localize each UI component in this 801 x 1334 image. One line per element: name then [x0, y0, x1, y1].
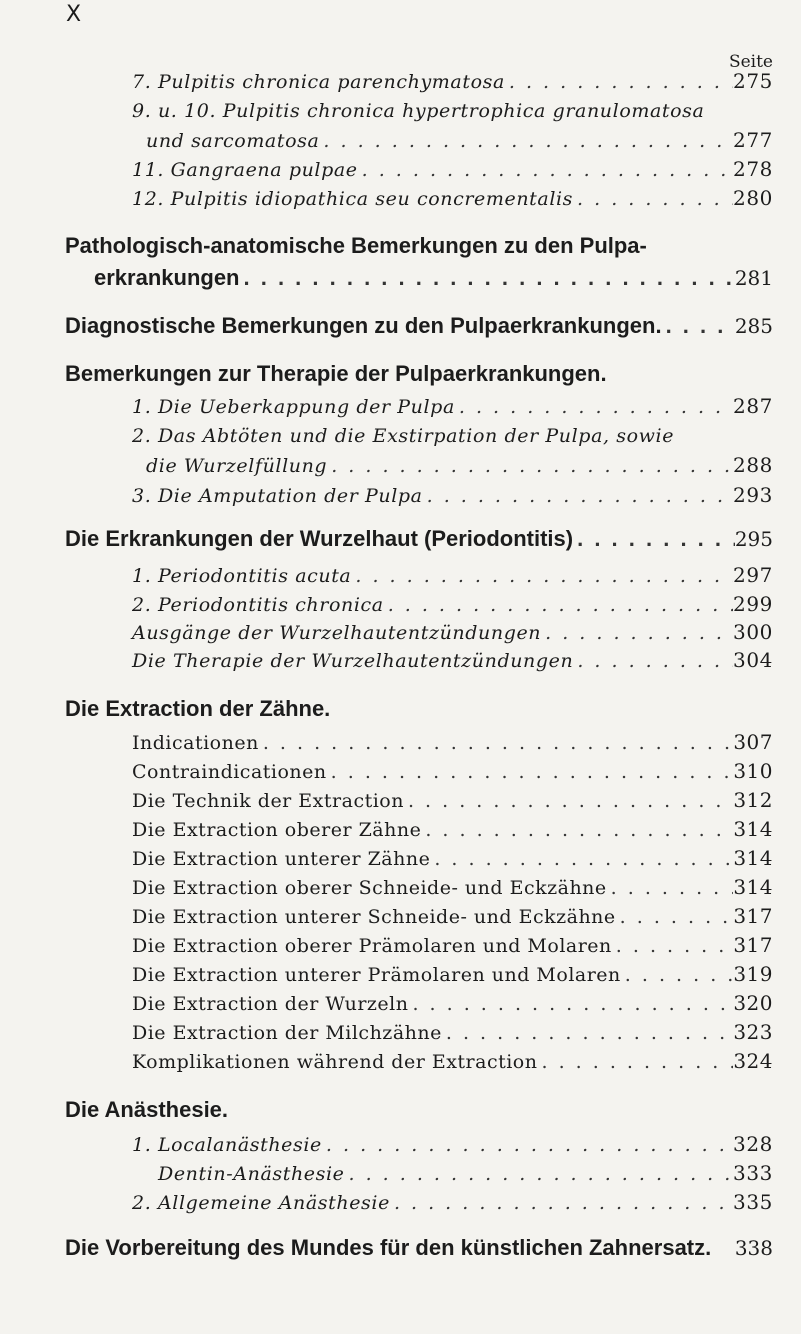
dot-leader [362, 156, 733, 184]
toc-entry [65, 525, 773, 553]
entry-title: 2. Allgemeine Anästhesie [132, 1192, 390, 1214]
dot-leader [331, 758, 734, 786]
entry-title: Die Anästhesie. [65, 1097, 229, 1122]
dot-leader [388, 591, 733, 619]
dot-leader [545, 619, 733, 647]
entry-title: Die Extraction unterer Schneide- und Eckzähne [132, 906, 616, 928]
entry-page: 317 [733, 933, 773, 957]
entry-page: 288 [733, 453, 773, 477]
entry-page: 312 [733, 788, 773, 812]
entry-title: Die Extraction der Wurzeln [132, 993, 409, 1015]
entry-page: 295 [734, 527, 773, 551]
dot-leader [446, 1019, 733, 1047]
dot-leader [509, 68, 733, 96]
toc-entry [158, 1159, 773, 1187]
entry-page: 333 [733, 1161, 773, 1185]
toc-entry [132, 873, 773, 901]
entry-title: Die Extraction unterer Prämolaren und Molaren [132, 964, 621, 986]
toc-entry [132, 1047, 773, 1075]
entry-title: 1. Die Ueberkappung der Pulpa [132, 396, 455, 418]
entry-title: 9. u. 10. Pulpitis chronica hypertrophica granulomatosa [132, 100, 705, 122]
entry-title: Komplikationen während der Extraction [132, 1051, 538, 1073]
entry-title: Die Extraction oberer Schneide- und Eckzähne [132, 877, 607, 899]
entry-title: Die Technik der Extraction [132, 790, 404, 812]
entry-title: 2. Das Abtöten und die Exstirpation der Pulpa, sowie [132, 425, 675, 447]
dot-leader [666, 312, 735, 340]
dot-leader [577, 185, 733, 213]
entry-page: 314 [733, 817, 773, 841]
dot-leader [326, 1131, 733, 1159]
toc-entry [132, 960, 773, 988]
toc-entry [132, 815, 773, 843]
entry-page: 304 [733, 648, 773, 672]
section-heading [65, 1096, 773, 1124]
toc-entry [132, 1188, 773, 1216]
entry-page: 275 [733, 69, 773, 93]
entry-title: Diagnostische Bemerkungen zu den Pulpaerkrankungen. [65, 313, 662, 338]
entry-title: Die Therapie der Wurzelhautentzündungen [132, 650, 574, 672]
dot-leader [349, 1160, 734, 1188]
toc-entry [132, 67, 773, 95]
entry-page: 314 [733, 846, 773, 870]
entry-page: 323 [733, 1020, 773, 1044]
toc-entry [132, 931, 773, 959]
toc-entry [132, 786, 773, 814]
dot-leader [427, 482, 733, 510]
entry-title: 12. Pulpitis idiopathica seu concrementalis [132, 188, 574, 210]
entry-title: Indicationen [132, 732, 259, 754]
entry-page: 338 [734, 1236, 773, 1260]
entry-title: 2. Periodontitis chronica [132, 594, 384, 616]
entry-page: 299 [733, 592, 773, 616]
toc-entry [65, 1234, 773, 1262]
entry-title: Contraindicationen [132, 761, 327, 783]
toc-entry [132, 989, 773, 1017]
dot-leader [412, 990, 733, 1018]
entry-page: 280 [733, 186, 773, 210]
toc-entry [132, 561, 773, 589]
entry-title: die Wurzelfüllung [146, 455, 328, 477]
entry-title: und sarcomatosa [146, 130, 320, 152]
dot-leader [616, 932, 734, 960]
dot-leader [577, 525, 735, 553]
toc-entry [132, 155, 773, 183]
dot-leader [434, 845, 733, 873]
dot-leader [542, 1048, 734, 1076]
toc-entry [132, 481, 773, 509]
entry-page: 281 [734, 266, 773, 290]
page-column-header: Seite [728, 52, 773, 72]
dot-leader [408, 787, 733, 815]
entry-page: 320 [733, 991, 773, 1015]
entry-title: erkrankungen [94, 265, 240, 290]
entry-title: 1. Periodontitis acuta [132, 565, 352, 587]
dot-leader [394, 1189, 733, 1217]
entry-page: 300 [733, 620, 773, 644]
entry-page: 277 [733, 128, 773, 152]
entry-page: 297 [733, 563, 773, 587]
toc-entry [146, 126, 773, 154]
entry-title: 11. Gangraena pulpae [132, 159, 358, 181]
toc-entry [132, 1018, 773, 1046]
toc-entry [132, 590, 773, 618]
dot-leader [355, 562, 733, 590]
toc-entry [94, 264, 773, 292]
entry-title: Die Extraction oberer Prämolaren und Molaren [132, 935, 612, 957]
entry-title: 7. Pulpitis chronica parenchymatosa [132, 71, 505, 93]
dot-leader [620, 903, 734, 931]
toc-entry [132, 844, 773, 872]
section-heading [65, 232, 773, 260]
toc-entry [132, 392, 773, 420]
dot-leader [331, 452, 733, 480]
toc-entry [132, 1130, 773, 1158]
entry-title: Die Vorbereitung des Mundes für den künstlichen Zahnersatz. [65, 1235, 712, 1260]
entry-page: 287 [733, 394, 773, 418]
toc-entry [132, 728, 773, 756]
entry-title: Die Extraction der Milchzähne [132, 1022, 442, 1044]
entry-title: Ausgänge der Wurzelhautentzündungen [132, 622, 542, 644]
toc-entry [132, 618, 773, 646]
entry-title: 3. Die Amputation der Pulpa [132, 485, 423, 507]
entry-page: 324 [733, 1049, 773, 1073]
page-number-roman: X [66, 2, 82, 27]
toc-entry [132, 902, 773, 930]
entry-title: Pathologisch-anatomische Bemerkungen zu den Pulpa- [65, 233, 647, 258]
entry-page: 328 [733, 1132, 773, 1156]
toc-entry [132, 184, 773, 212]
entry-title: Dentin-Anästhesie [158, 1163, 345, 1185]
dot-leader [459, 393, 733, 421]
section-heading [65, 360, 773, 388]
entry-page: 307 [733, 730, 773, 754]
dot-leader [244, 264, 735, 292]
dot-leader [577, 647, 733, 675]
dot-leader [425, 816, 733, 844]
entry-title: Die Extraction unterer Zähne [132, 848, 431, 870]
toc-entry [132, 757, 773, 785]
toc-entry [146, 451, 773, 479]
entry-title: Die Extraction der Zähne. [65, 696, 331, 721]
toc-entry [65, 312, 773, 340]
entry-page: 285 [734, 314, 773, 338]
entry-page: 335 [733, 1190, 773, 1214]
entry-page: 293 [733, 483, 773, 507]
dot-leader [323, 127, 733, 155]
dot-leader [611, 874, 734, 902]
entry-page: 278 [733, 157, 773, 181]
section-heading [65, 695, 773, 723]
entry-title: Die Extraction oberer Zähne [132, 819, 422, 841]
entry-title: 1. Localanästhesie [132, 1134, 322, 1156]
toc-entry-line [132, 97, 773, 125]
dot-leader [625, 961, 734, 989]
entry-title: Bemerkungen zur Therapie der Pulpaerkrankungen. [65, 361, 607, 386]
entry-page: 314 [733, 875, 773, 899]
toc-entry-line [132, 422, 773, 450]
entry-title: Die Erkrankungen der Wurzelhaut (Periodontitis) [65, 526, 574, 551]
entry-page: 310 [733, 759, 773, 783]
entry-page: 319 [733, 962, 773, 986]
toc-entry [132, 646, 773, 674]
dot-leader [263, 729, 733, 757]
entry-page: 317 [733, 904, 773, 928]
